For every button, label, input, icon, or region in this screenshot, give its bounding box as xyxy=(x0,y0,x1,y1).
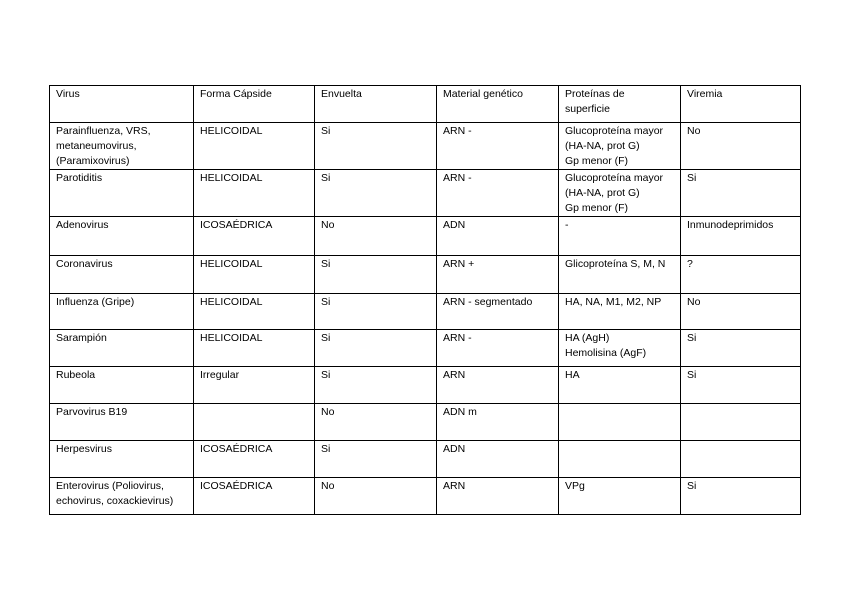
cell-material-genetico: ADN m xyxy=(437,404,559,441)
cell-forma-capside: ICOSAÉDRICA xyxy=(194,478,315,515)
header-forma-capside: Forma Cápside xyxy=(194,86,315,123)
cell-envuelta: Si xyxy=(315,367,437,404)
table-row xyxy=(50,217,801,256)
cell-forma-capside: HELICOIDAL xyxy=(194,256,315,294)
cell-proteinas-superficie: Glicoproteína S, M, N xyxy=(559,256,681,294)
cell-material-genetico: ARN xyxy=(437,367,559,404)
cell-envuelta: Si xyxy=(315,441,437,478)
cell-proteinas-superficie: HA xyxy=(559,367,681,404)
cell-material-genetico: ARN - xyxy=(437,330,559,367)
table-row xyxy=(50,170,801,217)
header-material-genetico: Material genético xyxy=(437,86,559,123)
cell-material-genetico: ADN xyxy=(437,217,559,256)
cell-proteinas-superficie: Glucoproteína mayor (HA-NA, prot G) Gp menor (F) xyxy=(559,170,681,217)
cell-envuelta: No xyxy=(315,404,437,441)
cell-viremia: Si xyxy=(681,330,801,367)
cell-viremia xyxy=(681,404,801,441)
cell-viremia xyxy=(681,441,801,478)
table-header-row xyxy=(50,86,801,123)
cell-proteinas-superficie: - xyxy=(559,217,681,256)
cell-envuelta: No xyxy=(315,217,437,256)
cell-material-genetico: ARN - xyxy=(437,170,559,217)
cell-proteinas-superficie: HA (AgH) Hemolisina (AgF) xyxy=(559,330,681,367)
table-row xyxy=(50,441,801,478)
cell-envuelta: Si xyxy=(315,256,437,294)
cell-forma-capside: HELICOIDAL xyxy=(194,123,315,170)
cell-viremia: Si xyxy=(681,478,801,515)
cell-forma-capside: HELICOIDAL xyxy=(194,294,315,330)
cell-proteinas-superficie xyxy=(559,441,681,478)
cell-forma-capside xyxy=(194,404,315,441)
cell-virus: Parainfluenza, VRS, metaneumovirus, (Paramixovirus) xyxy=(50,123,194,170)
cell-material-genetico: ARN - segmentado xyxy=(437,294,559,330)
cell-envuelta: Si xyxy=(315,330,437,367)
cell-forma-capside: HELICOIDAL xyxy=(194,330,315,367)
cell-virus: Influenza (Gripe) xyxy=(50,294,194,330)
cell-envuelta: Si xyxy=(315,123,437,170)
cell-viremia: Si xyxy=(681,367,801,404)
cell-material-genetico: ARN + xyxy=(437,256,559,294)
cell-forma-capside: HELICOIDAL xyxy=(194,170,315,217)
cell-envuelta: Si xyxy=(315,294,437,330)
cell-proteinas-superficie xyxy=(559,404,681,441)
cell-envuelta: Si xyxy=(315,170,437,217)
cell-forma-capside: Irregular xyxy=(194,367,315,404)
cell-virus: Parotiditis xyxy=(50,170,194,217)
table-row xyxy=(50,478,801,515)
cell-virus: Enterovirus (Poliovirus, echovirus, coxackievirus) xyxy=(50,478,194,515)
cell-virus: Sarampión xyxy=(50,330,194,367)
cell-virus: Rubeola xyxy=(50,367,194,404)
cell-virus: Parvovirus B19 xyxy=(50,404,194,441)
cell-virus: Adenovirus xyxy=(50,217,194,256)
cell-viremia: No xyxy=(681,123,801,170)
cell-material-genetico: ADN xyxy=(437,441,559,478)
virus-table xyxy=(49,85,801,515)
table-row xyxy=(50,294,801,330)
cell-proteinas-superficie: HA, NA, M1, M2, NP xyxy=(559,294,681,330)
cell-proteinas-superficie: VPg xyxy=(559,478,681,515)
table-row xyxy=(50,256,801,294)
table-row xyxy=(50,367,801,404)
cell-viremia: Si xyxy=(681,170,801,217)
cell-material-genetico: ARN xyxy=(437,478,559,515)
table-row xyxy=(50,404,801,441)
header-virus: Virus xyxy=(50,86,194,123)
cell-proteinas-superficie: Glucoproteína mayor (HA-NA, prot G) Gp menor (F) xyxy=(559,123,681,170)
table-row xyxy=(50,330,801,367)
cell-forma-capside: ICOSAÉDRICA xyxy=(194,217,315,256)
cell-material-genetico: ARN - xyxy=(437,123,559,170)
table-row xyxy=(50,123,801,170)
cell-viremia: Inmunodeprimidos xyxy=(681,217,801,256)
header-envuelta: Envuelta xyxy=(315,86,437,123)
cell-forma-capside: ICOSAÉDRICA xyxy=(194,441,315,478)
cell-viremia: No xyxy=(681,294,801,330)
header-viremia: Viremia xyxy=(681,86,801,123)
cell-viremia: ? xyxy=(681,256,801,294)
cell-virus: Coronavirus xyxy=(50,256,194,294)
cell-virus: Herpesvirus xyxy=(50,441,194,478)
cell-envuelta: No xyxy=(315,478,437,515)
header-proteinas-superficie: Proteínas de superficie xyxy=(559,86,681,123)
